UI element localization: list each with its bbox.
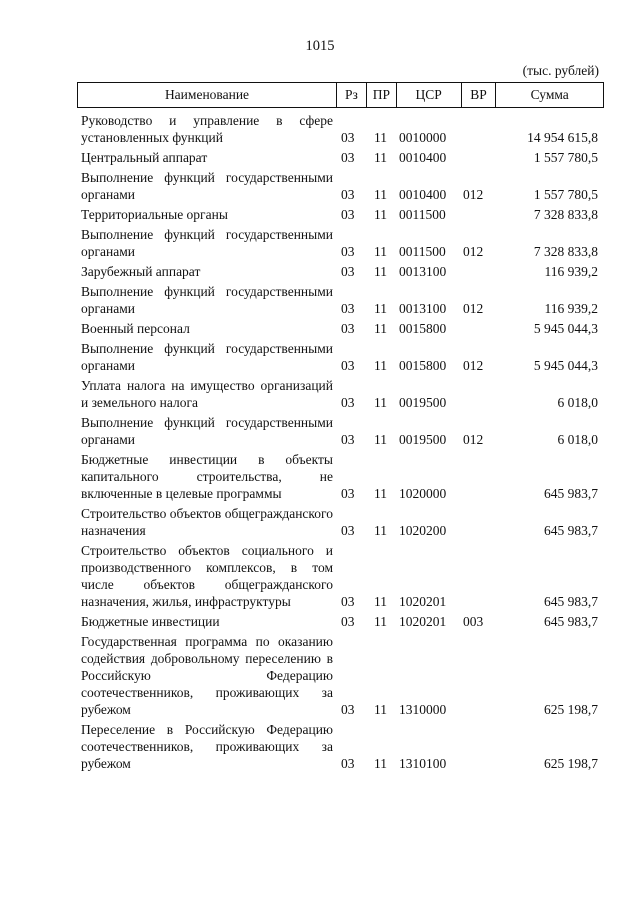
- cell-csr: 0013100: [399, 264, 447, 279]
- table-row: [77, 377, 604, 411]
- cell-pr: 11: [374, 432, 387, 447]
- page-number: 1015: [305, 38, 335, 54]
- cell-sum: 645 983,7: [544, 486, 598, 501]
- cell-csr: 1020200: [399, 523, 447, 538]
- cell-rz: 03: [341, 702, 355, 717]
- cell-csr: 0010000: [399, 130, 447, 145]
- cell-vr: 012: [463, 244, 484, 259]
- cell-pr: 11: [374, 150, 387, 165]
- table-row: [77, 340, 604, 374]
- cell-sum: 116 939,2: [544, 301, 598, 316]
- cell-name: Территориальные органы: [81, 207, 228, 222]
- cell-sum: 7 328 833,8: [533, 244, 598, 259]
- cell-vr: 012: [463, 187, 484, 202]
- cell-rz: 03: [341, 150, 355, 165]
- cell-csr: 0010400: [399, 187, 447, 202]
- cell-csr: 0010400: [399, 150, 447, 165]
- table-row: [77, 505, 604, 539]
- table-row: [77, 542, 604, 610]
- cell-pr: 11: [374, 756, 387, 771]
- table-row: [77, 633, 604, 718]
- cell-name: Уплата налога на имущество организаций и земельного налога: [81, 378, 333, 410]
- cell-pr: 11: [374, 301, 387, 316]
- cell-name: Выполнение функций государственными органами: [81, 341, 333, 373]
- cell-csr: 0019500: [399, 432, 447, 447]
- cell-pr: 11: [374, 130, 387, 145]
- cell-name: Центральный аппарат: [81, 150, 208, 165]
- cell-csr: 1020201: [399, 614, 447, 629]
- cell-sum: 645 983,7: [544, 614, 598, 629]
- cell-rz: 03: [341, 358, 355, 373]
- cell-rz: 03: [341, 614, 355, 629]
- table-row: [77, 112, 604, 146]
- cell-pr: 11: [374, 207, 387, 222]
- cell-name: Выполнение функций государственными органами: [81, 227, 333, 259]
- cell-csr: 1020000: [399, 486, 447, 501]
- cell-pr: 11: [374, 358, 387, 373]
- column-header-vr: ВР: [461, 83, 496, 107]
- cell-pr: 11: [374, 614, 387, 629]
- cell-name: Бюджетные инвестиции в объекты капитального строительства, не включенные в целевые программы: [81, 452, 333, 501]
- cell-name: Военный персонал: [81, 321, 190, 336]
- cell-csr: 0011500: [399, 207, 446, 222]
- table-row: [77, 226, 604, 260]
- cell-csr: 1310000: [399, 702, 447, 717]
- column-header-pr: ПР: [366, 83, 396, 107]
- table-row: [77, 451, 604, 502]
- cell-rz: 03: [341, 244, 355, 259]
- cell-csr: 0019500: [399, 395, 447, 410]
- cell-pr: 11: [374, 486, 387, 501]
- units-note: (тыс. рублей): [522, 63, 599, 78]
- cell-name: Выполнение функций государственными органами: [81, 415, 333, 447]
- cell-sum: 6 018,0: [557, 395, 598, 410]
- cell-pr: 11: [374, 702, 387, 717]
- column-header-rz: Рз: [336, 83, 366, 107]
- table-row: [77, 613, 604, 630]
- table-row: [77, 721, 604, 772]
- cell-name: Строительство объектов общегражданского назначения: [81, 506, 333, 538]
- cell-rz: 03: [341, 130, 355, 145]
- cell-pr: 11: [374, 187, 387, 202]
- table-row: [77, 206, 604, 223]
- cell-sum: 7 328 833,8: [533, 207, 598, 222]
- cell-pr: 11: [374, 321, 387, 336]
- cell-name: Строительство объектов социального и производственного комплексов, в том числе объектов общегражданского назначения, жилья, инфраструктуры: [81, 543, 333, 609]
- cell-rz: 03: [341, 432, 355, 447]
- cell-csr: 0013100: [399, 301, 447, 316]
- cell-vr: 003: [463, 614, 484, 629]
- cell-name: Государственная программа по оказанию содействия добровольному переселению в Российскую Федерацию соотечественников, проживающих за рубежом: [81, 634, 333, 717]
- cell-name: Бюджетные инвестиции: [81, 614, 220, 629]
- table-row: [77, 263, 604, 280]
- cell-vr: 012: [463, 301, 484, 316]
- cell-name: Выполнение функций государственными органами: [81, 170, 333, 202]
- cell-rz: 03: [341, 523, 355, 538]
- cell-sum: 6 018,0: [557, 432, 598, 447]
- cell-pr: 11: [374, 244, 387, 259]
- cell-pr: 11: [374, 594, 387, 609]
- cell-pr: 11: [374, 395, 387, 410]
- cell-rz: 03: [341, 486, 355, 501]
- cell-rz: 03: [341, 756, 355, 771]
- cell-sum: 1 557 780,5: [533, 150, 598, 165]
- cell-sum: 14 954 615,8: [527, 130, 598, 145]
- column-header-sum: Сумма: [495, 83, 603, 107]
- cell-rz: 03: [341, 594, 355, 609]
- cell-rz: 03: [341, 321, 355, 336]
- cell-pr: 11: [374, 264, 387, 279]
- cell-sum: 5 945 044,3: [533, 358, 598, 373]
- column-header-name: Наименование: [164, 87, 250, 102]
- column-header-csr: ЦСР: [396, 83, 461, 107]
- cell-rz: 03: [341, 207, 355, 222]
- cell-name: Зарубежный аппарат: [81, 264, 201, 279]
- cell-rz: 03: [341, 264, 355, 279]
- cell-rz: 03: [341, 187, 355, 202]
- cell-csr: 1310100: [399, 756, 447, 771]
- cell-name: Руководство и управление в сфере установленных функций: [81, 113, 333, 145]
- cell-sum: 625 198,7: [544, 756, 598, 771]
- cell-name: Выполнение функций государственными органами: [81, 284, 333, 316]
- cell-sum: 645 983,7: [544, 594, 598, 609]
- table-header: [77, 82, 604, 108]
- cell-sum: 5 945 044,3: [533, 321, 598, 336]
- cell-name: Переселение в Российскую Федерацию соотечественников, проживающих за рубежом: [81, 722, 333, 771]
- cell-sum: 116 939,2: [544, 264, 598, 279]
- cell-rz: 03: [341, 301, 355, 316]
- table-body: [77, 112, 604, 772]
- cell-rz: 03: [341, 395, 355, 410]
- table-row: [77, 320, 604, 337]
- cell-sum: 1 557 780,5: [533, 187, 598, 202]
- budget-table: [77, 82, 604, 775]
- table-row: [77, 414, 604, 448]
- cell-csr: 0011500: [399, 244, 446, 259]
- cell-vr: 012: [463, 358, 484, 373]
- cell-pr: 11: [374, 523, 387, 538]
- cell-sum: 625 198,7: [544, 702, 598, 717]
- cell-csr: 0015800: [399, 358, 447, 373]
- table-row: [77, 169, 604, 203]
- table-row: [77, 149, 604, 166]
- table-row: [77, 283, 604, 317]
- cell-csr: 1020201: [399, 594, 447, 609]
- cell-vr: 012: [463, 432, 484, 447]
- cell-csr: 0015800: [399, 321, 447, 336]
- cell-sum: 645 983,7: [544, 523, 598, 538]
